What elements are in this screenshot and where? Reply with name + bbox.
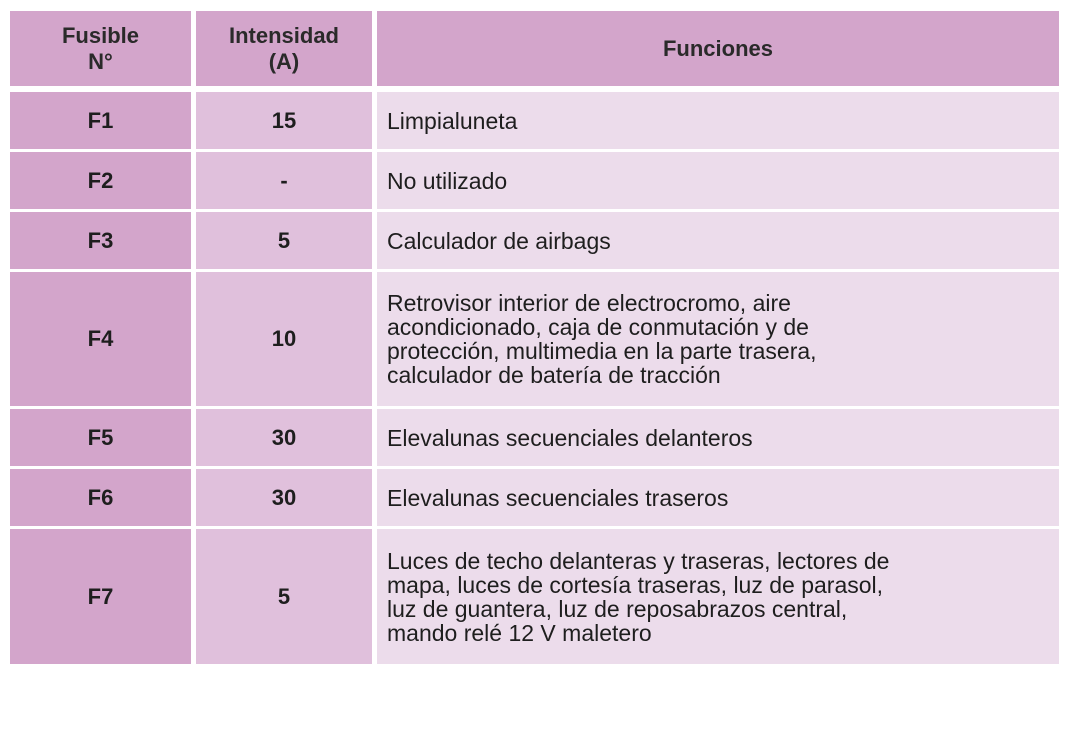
amp-cell: 5 — [196, 212, 372, 269]
function-cell — [377, 469, 1059, 526]
function-text: Elevalunas secuenciales traseros — [387, 484, 729, 511]
function-text: Retrovisor interior de electrocromo, aire acondicionado, caja de conmutación y de protección, multimedia en la parte trasera, calculador de batería de tracción — [387, 290, 817, 388]
fuse-table — [10, 11, 1059, 664]
fuse-cell: F3 — [10, 212, 191, 269]
function-text: Luces de techo delanteras y traseras, lectores de mapa, luces de cortesía traseras, luz de parasol, luz de guantera, luz de reposabrazos central, mando relé 12 V maletero — [387, 547, 890, 646]
amp-cell: - — [196, 152, 372, 209]
header-amp-line1: Intensidad — [228, 22, 339, 48]
header-functions-label: Funciones — [662, 35, 773, 61]
fuse-cell: F5 — [10, 409, 191, 466]
fuse-cell: F1 — [10, 92, 191, 149]
function-cell — [377, 529, 1059, 664]
header-fuse-line1: Fusible — [61, 22, 139, 48]
function-text: Elevalunas secuenciales delanteros — [387, 424, 753, 451]
fuse-cell: F4 — [10, 272, 191, 406]
function-text: No utilizado — [387, 167, 508, 194]
function-cell — [377, 212, 1059, 269]
amp-cell: 15 — [196, 92, 372, 149]
function-text: Limpialuneta — [387, 107, 518, 134]
header-fuse-number — [10, 11, 191, 86]
fuse-cell: F7 — [10, 529, 191, 664]
amp-cell: 30 — [196, 409, 372, 466]
header-amp-line2: (A) — [268, 48, 300, 74]
header-intensity — [196, 11, 372, 86]
function-text: Calculador de airbags — [387, 227, 611, 254]
function-cell — [377, 272, 1059, 406]
fuse-cell: F2 — [10, 152, 191, 209]
header-functions — [377, 11, 1059, 86]
amp-cell: 5 — [196, 529, 372, 664]
header-fuse-line2: N° — [88, 48, 113, 74]
function-cell — [377, 92, 1059, 149]
function-cell — [377, 409, 1059, 466]
fuse-cell: F6 — [10, 469, 191, 526]
amp-cell: 10 — [196, 272, 372, 406]
function-cell — [377, 152, 1059, 209]
amp-cell: 30 — [196, 469, 372, 526]
